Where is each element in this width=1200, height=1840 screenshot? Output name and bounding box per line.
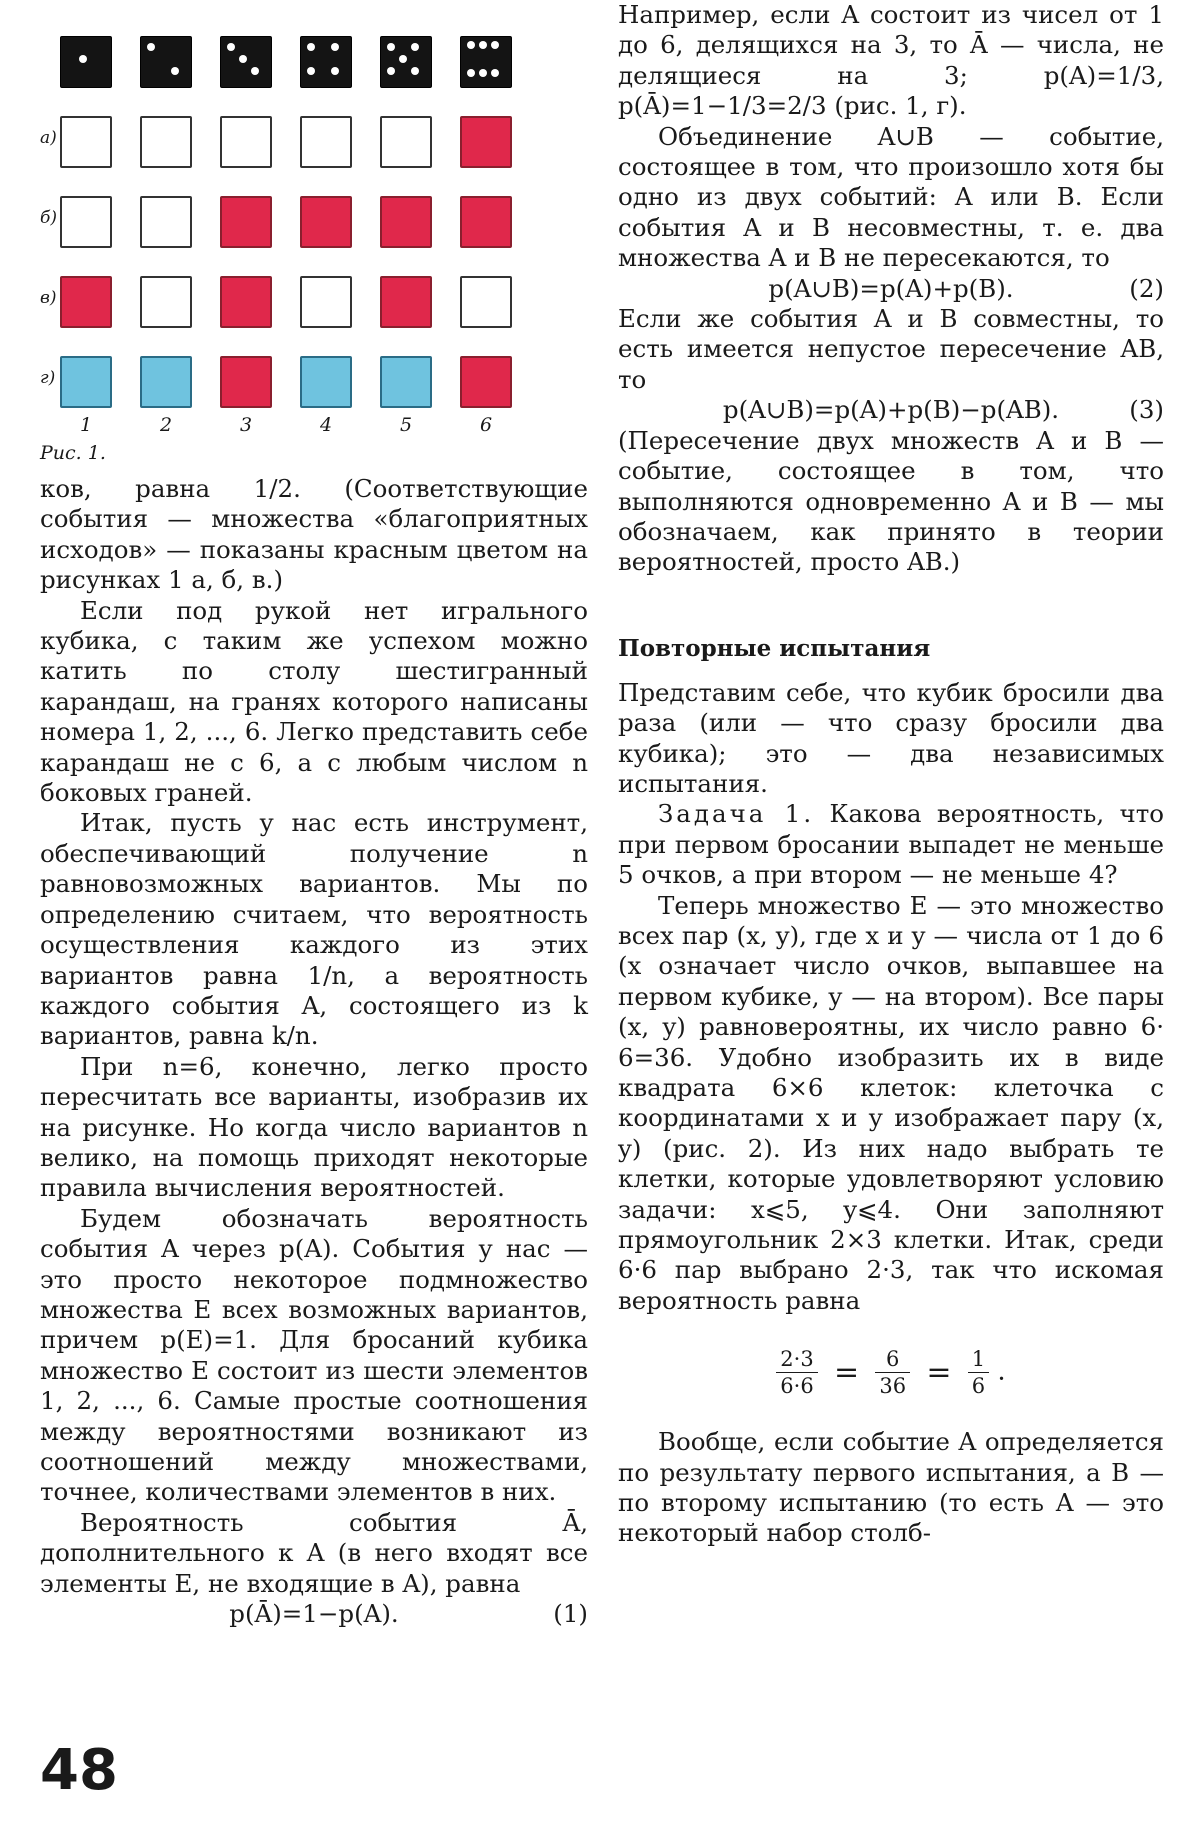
die-pip bbox=[411, 67, 419, 75]
outcome-cell-red bbox=[220, 276, 272, 328]
die-pip bbox=[331, 43, 339, 51]
right-paragraph-5: Представим себе, что кубик бросили два раза (или — что сразу бросили два кубика); это — два независимых испытания. bbox=[618, 677, 1164, 798]
figure-column-number: 4 bbox=[319, 414, 333, 436]
die-pip bbox=[479, 41, 487, 49]
fraction-2-denominator: 36 bbox=[879, 1374, 907, 1399]
die-pip bbox=[467, 41, 475, 49]
section-heading: Повторные испытания bbox=[618, 634, 931, 662]
formula-1 bbox=[40, 1599, 588, 1629]
outcome-cell-white bbox=[140, 276, 192, 328]
die-pip bbox=[239, 55, 247, 63]
fraction-2 bbox=[875, 1346, 910, 1399]
right-paragraph-6: Теперь множество E — это множество всех пар (x, y), где x и y — числа от 1 до 6 (x означает число очков, выпавшее на первом кубике, y — на втором). Все пары (x, y) равновероятны, их число равно 6· 6=36. Удобно изобразить их в виде квадрата 6×6 клеток: клеточка с координатами x и y изображает пару (x, y) (рис. 2). Из них надо выбрать те клетки, которые удовлетворяют условию задачи: x⩽5, y⩽4. Они заполняют прямоугольник 2×3 клетки. Итак, среди 6·6 пар выбрано 2·3, так что искомая вероятность равна bbox=[618, 890, 1164, 1315]
figure-row-label: в) bbox=[40, 288, 57, 308]
outcome-cell-white bbox=[380, 116, 432, 168]
task-label: Задача 1. bbox=[658, 799, 815, 829]
formula-1-number: (1) bbox=[553, 1599, 588, 1629]
outcome-cell-red bbox=[380, 276, 432, 328]
outcome-cell-blue bbox=[380, 356, 432, 408]
equals-sign-2: = bbox=[926, 1355, 952, 1391]
outcome-cell-white bbox=[140, 116, 192, 168]
outcome-cell-blue bbox=[300, 356, 352, 408]
outcome-cell-red bbox=[380, 196, 432, 248]
formula-3-number: (3) bbox=[1129, 395, 1164, 425]
figure-1 bbox=[40, 0, 588, 474]
figure-row-label: г) bbox=[40, 368, 56, 388]
figure-column-number: 5 bbox=[399, 414, 413, 436]
formula-1-text: p(Ā)=1−p(A). bbox=[229, 1599, 399, 1629]
die-face-2 bbox=[140, 36, 192, 88]
outcome-cell-white bbox=[220, 116, 272, 168]
die-face-3 bbox=[220, 36, 272, 88]
outcome-cell-red bbox=[60, 276, 112, 328]
outcome-cell-red bbox=[220, 196, 272, 248]
fraction-3-denominator: 6 bbox=[971, 1374, 986, 1399]
die-pip bbox=[171, 67, 179, 75]
die-face-6 bbox=[460, 36, 512, 88]
die-pip bbox=[307, 43, 315, 51]
left-paragraph-5: Будем обозначать вероятность события A через p(A). События у нас — это просто некоторое подмножество множества E всех возможных вариантов, причем p(E)=1. Для бросаний кубика множество E состоит из шести элементов 1, 2, ..., 6. Самые простые соотношения между вероятностями возникают из соотношений между множествами, точнее, количествами элементов в них. bbox=[40, 1203, 588, 1507]
die-pip bbox=[227, 43, 235, 51]
die-face-1 bbox=[60, 36, 112, 88]
outcome-cell-red bbox=[460, 356, 512, 408]
formula-3 bbox=[618, 395, 1164, 425]
figure-column-number: 3 bbox=[239, 414, 253, 436]
left-paragraph-4: При n=6, конечно, легко просто пересчитать все варианты, изобразив их на рисунке. Но когда число вариантов n велико, на помощь приходят некоторые правила вычисления вероятностей. bbox=[40, 1051, 588, 1203]
die-pip bbox=[467, 69, 475, 77]
outcome-cell-red bbox=[300, 196, 352, 248]
left-paragraph-1: ков, равна 1/2. (Соответствующие события — множества «благоприятных исходов» — показаны красным цветом на рисунках 1 а, б, в.) bbox=[40, 474, 588, 595]
die-pip bbox=[387, 43, 395, 51]
task-text: Какова вероятность, что при первом бросании выпадет не меньше 5 очков, а при втором — не меньше 4? bbox=[618, 799, 1164, 890]
outcome-cell-red bbox=[460, 196, 512, 248]
figure-caption: Рис. 1. bbox=[40, 442, 106, 464]
outcome-cell-white bbox=[460, 276, 512, 328]
die-pip bbox=[491, 41, 499, 49]
outcome-cell-white bbox=[300, 116, 352, 168]
die-pip bbox=[331, 67, 339, 75]
outcome-cell-white bbox=[140, 196, 192, 248]
outcome-cell-white bbox=[60, 196, 112, 248]
die-pip bbox=[399, 55, 407, 63]
task-1 bbox=[618, 799, 1164, 890]
probability-fraction bbox=[618, 1346, 1164, 1399]
fraction-1-denominator: 6·6 bbox=[780, 1374, 814, 1399]
right-paragraph-1: Например, если A состоит из чисел от 1 до 6, делящихся на 3, то Ā — числа, не делящиеся на 3; p(A)=1/3, p(Ā)=1−1/3=2/3 (рис. 1, г). bbox=[618, 0, 1164, 121]
die-face-5 bbox=[380, 36, 432, 88]
right-paragraph-4: (Пересечение двух множеств A и B — событие, состоящее в том, что выполняются одновременно A и B — мы обозначаем, как принято в теории вероятностей, просто AB.) bbox=[618, 425, 1164, 577]
left-paragraph-3: Итак, пусть у нас есть инструмент, обеспечивающий получение n равновозможных вариантов. Мы по определению считаем, что вероятность осуществления каждого из этих вариантов равна 1/n, а вероятность каждого события A, состоящего из k вариантов, равна k/n. bbox=[40, 808, 588, 1051]
outcome-cell-white bbox=[300, 276, 352, 328]
die-pip bbox=[387, 67, 395, 75]
fraction-3-numerator: 1 bbox=[968, 1346, 989, 1373]
outcome-cell-blue bbox=[60, 356, 112, 408]
die-pip bbox=[479, 69, 487, 77]
right-column bbox=[618, 0, 1164, 1549]
figure-column-number: 6 bbox=[479, 414, 493, 436]
formula-3-text: p(A∪B)=p(A)+p(B)−p(AB). bbox=[722, 395, 1060, 425]
right-paragraph-7: Вообще, если событие A определяется по результату первого испытания, а B — по второму испытанию (то есть A — это некоторый набор столб- bbox=[618, 1427, 1164, 1548]
formula-2-number: (2) bbox=[1129, 273, 1164, 303]
figure-row-label: б) bbox=[40, 208, 58, 228]
left-paragraph-2: Если под рукой нет игрального кубика, с таким же успехом можно катить по столу шестигранный карандаш, на гранях которого написаны номера 1, 2, ..., 6. Легко представить себе карандаш не с 6, а с любым числом n боковых граней. bbox=[40, 595, 588, 808]
formula-2-text: p(A∪B)=p(A)+p(B). bbox=[768, 273, 1014, 303]
formula-2 bbox=[618, 274, 1164, 304]
figure-column-number: 2 bbox=[159, 414, 173, 436]
outcome-cell-white bbox=[60, 116, 112, 168]
figure-column-number: 1 bbox=[79, 414, 93, 436]
outcome-cell-blue bbox=[140, 356, 192, 408]
page-number: 48 bbox=[40, 1738, 118, 1803]
fraction-period: . bbox=[997, 1356, 1006, 1387]
die-pip bbox=[251, 67, 259, 75]
fraction-1-numerator: 2·3 bbox=[776, 1346, 817, 1373]
outcome-cell-red bbox=[460, 116, 512, 168]
die-pip bbox=[79, 55, 87, 63]
fraction-1 bbox=[776, 1346, 817, 1399]
die-pip bbox=[491, 69, 499, 77]
fraction-2-numerator: 6 bbox=[875, 1346, 910, 1373]
die-face-4 bbox=[300, 36, 352, 88]
figure-row-label: а) bbox=[40, 128, 57, 148]
left-column bbox=[40, 0, 588, 1629]
fraction-3 bbox=[968, 1346, 989, 1399]
die-pip bbox=[147, 43, 155, 51]
left-paragraph-6: Вероятность события Ā, дополнительного к A (в него входят все элементы E, не входящие в A), равна bbox=[40, 1507, 588, 1598]
right-paragraph-2: Объединение A∪B — событие, состоящее в том, что произошло хотя бы одно из двух событий: A или B. Если события A и B несовместны, т. е. два множества A и B не пересекаются, то bbox=[618, 121, 1164, 273]
right-paragraph-3: Если же события A и B совместны, то есть имеется непустое пересечение AB, то bbox=[618, 304, 1164, 394]
equals-sign-1: = bbox=[833, 1355, 860, 1391]
die-pip bbox=[411, 43, 419, 51]
outcome-cell-red bbox=[220, 356, 272, 408]
die-pip bbox=[307, 67, 315, 75]
